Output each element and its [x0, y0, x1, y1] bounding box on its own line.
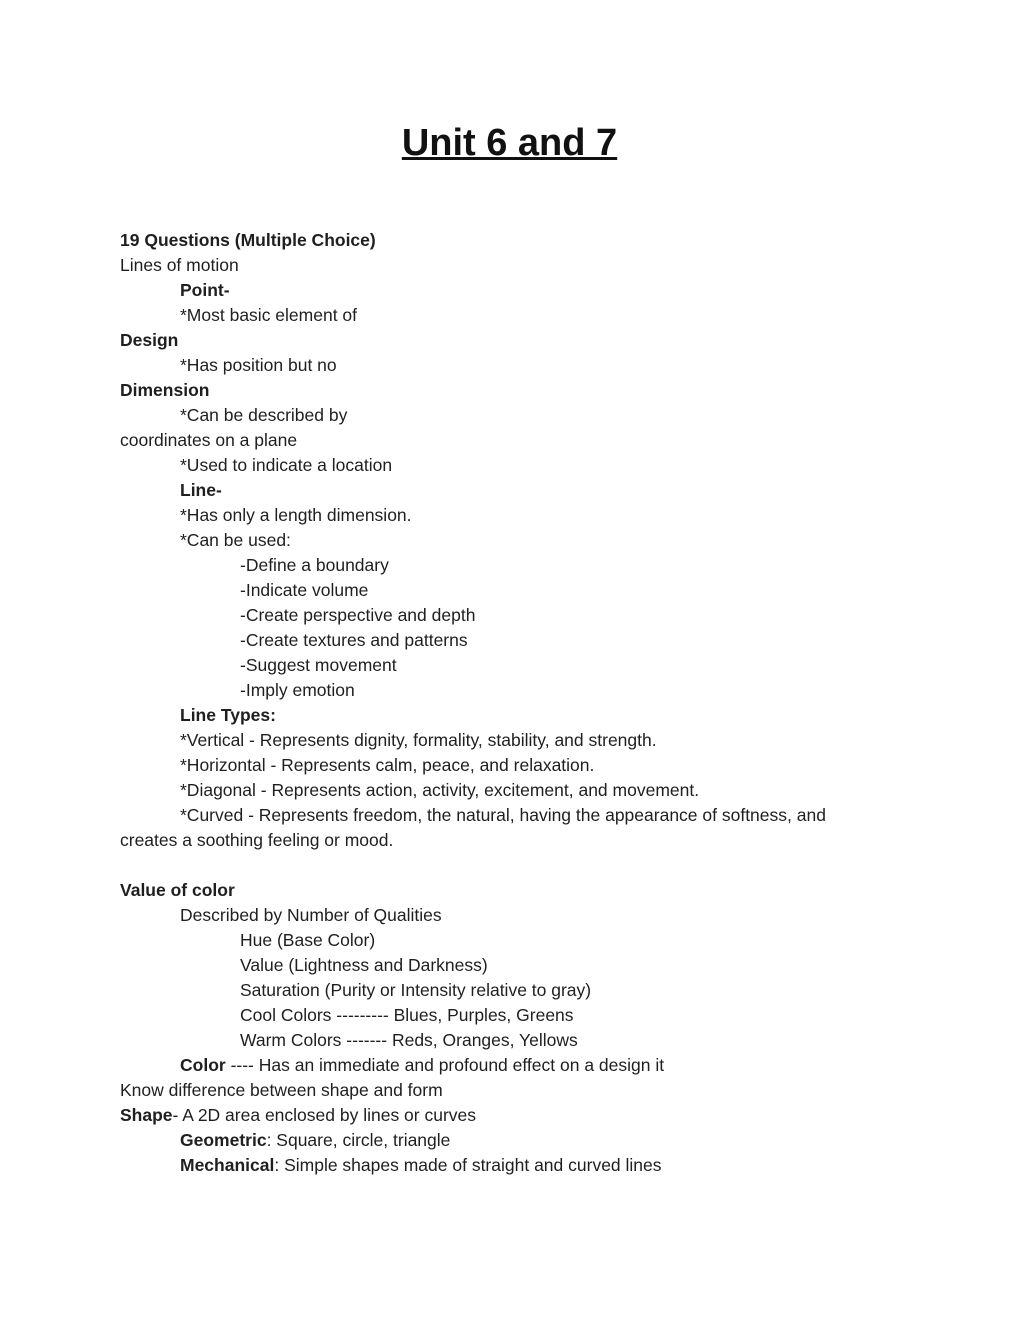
definition: ---- Has an immediate and profound effect on a design it [225, 1055, 665, 1075]
text-line: *Used to indicate a location [180, 455, 393, 475]
subheading: Line- [180, 480, 222, 500]
list-item: -Create textures and patterns [240, 630, 468, 650]
definition: : Simple shapes made of straight and curved lines [274, 1155, 662, 1175]
term: Mechanical [180, 1155, 275, 1175]
text-line: *Vertical - Represents dignity, formality, stability, and strength. [180, 730, 657, 750]
text-line: *Has position but no [180, 355, 337, 375]
text-line: *Curved - Represents freedom, the natural, having the appearance of softness, and [180, 805, 826, 825]
text-line: Described by Number of Qualities [180, 905, 442, 925]
list-item: Warm Colors ------- Reds, Oranges, Yellows [240, 1030, 578, 1050]
text-line [120, 1053, 900, 1078]
text-line: Design [120, 330, 179, 350]
subheading: Point- [180, 280, 230, 300]
list-item: Value (Lightness and Darkness) [240, 955, 488, 975]
list-item: -Indicate volume [240, 580, 369, 600]
spacer [120, 853, 900, 878]
definition: - A 2D area enclosed by lines or curves [172, 1105, 477, 1125]
subheading: Line Types: [180, 705, 276, 725]
list-item: -Create perspective and depth [240, 605, 476, 625]
term: Geometric [180, 1130, 267, 1150]
list-item: Cool Colors --------- Blues, Purples, Greens [240, 1005, 574, 1025]
definition: : Square, circle, triangle [266, 1130, 451, 1150]
list-item: -Define a boundary [240, 555, 389, 575]
text-line [120, 1128, 900, 1153]
text-line: Lines of motion [120, 255, 239, 275]
text-line: *Most basic element of [180, 305, 358, 325]
text-line: creates a soothing feeling or mood. [120, 830, 394, 850]
page-title: Unit 6 and 7 [401, 122, 618, 164]
section-heading: 19 Questions (Multiple Choice) [120, 230, 376, 250]
notes-body [120, 228, 900, 1178]
text-line: *Horizontal - Represents calm, peace, and relaxation. [180, 755, 595, 775]
text-line [120, 1153, 900, 1178]
list-item: Saturation (Purity or Intensity relative to gray) [240, 980, 592, 1000]
text-line: *Diagonal - Represents action, activity, excitement, and movement. [180, 780, 700, 800]
term: Shape [120, 1105, 173, 1125]
list-item: -Suggest movement [240, 655, 397, 675]
section-heading: Value of color [120, 880, 235, 900]
text-line [120, 1103, 900, 1128]
text-line: Dimension [120, 380, 210, 400]
text-line: *Can be used: [180, 530, 291, 550]
list-item: -Imply emotion [240, 680, 355, 700]
list-item: Hue (Base Color) [240, 930, 376, 950]
text-line: coordinates on a plane [120, 430, 298, 450]
term: Color [180, 1055, 226, 1075]
text-line: *Has only a length dimension. [180, 505, 412, 525]
text-line: Know difference between shape and form [120, 1080, 443, 1100]
text-line: *Can be described by [180, 405, 348, 425]
